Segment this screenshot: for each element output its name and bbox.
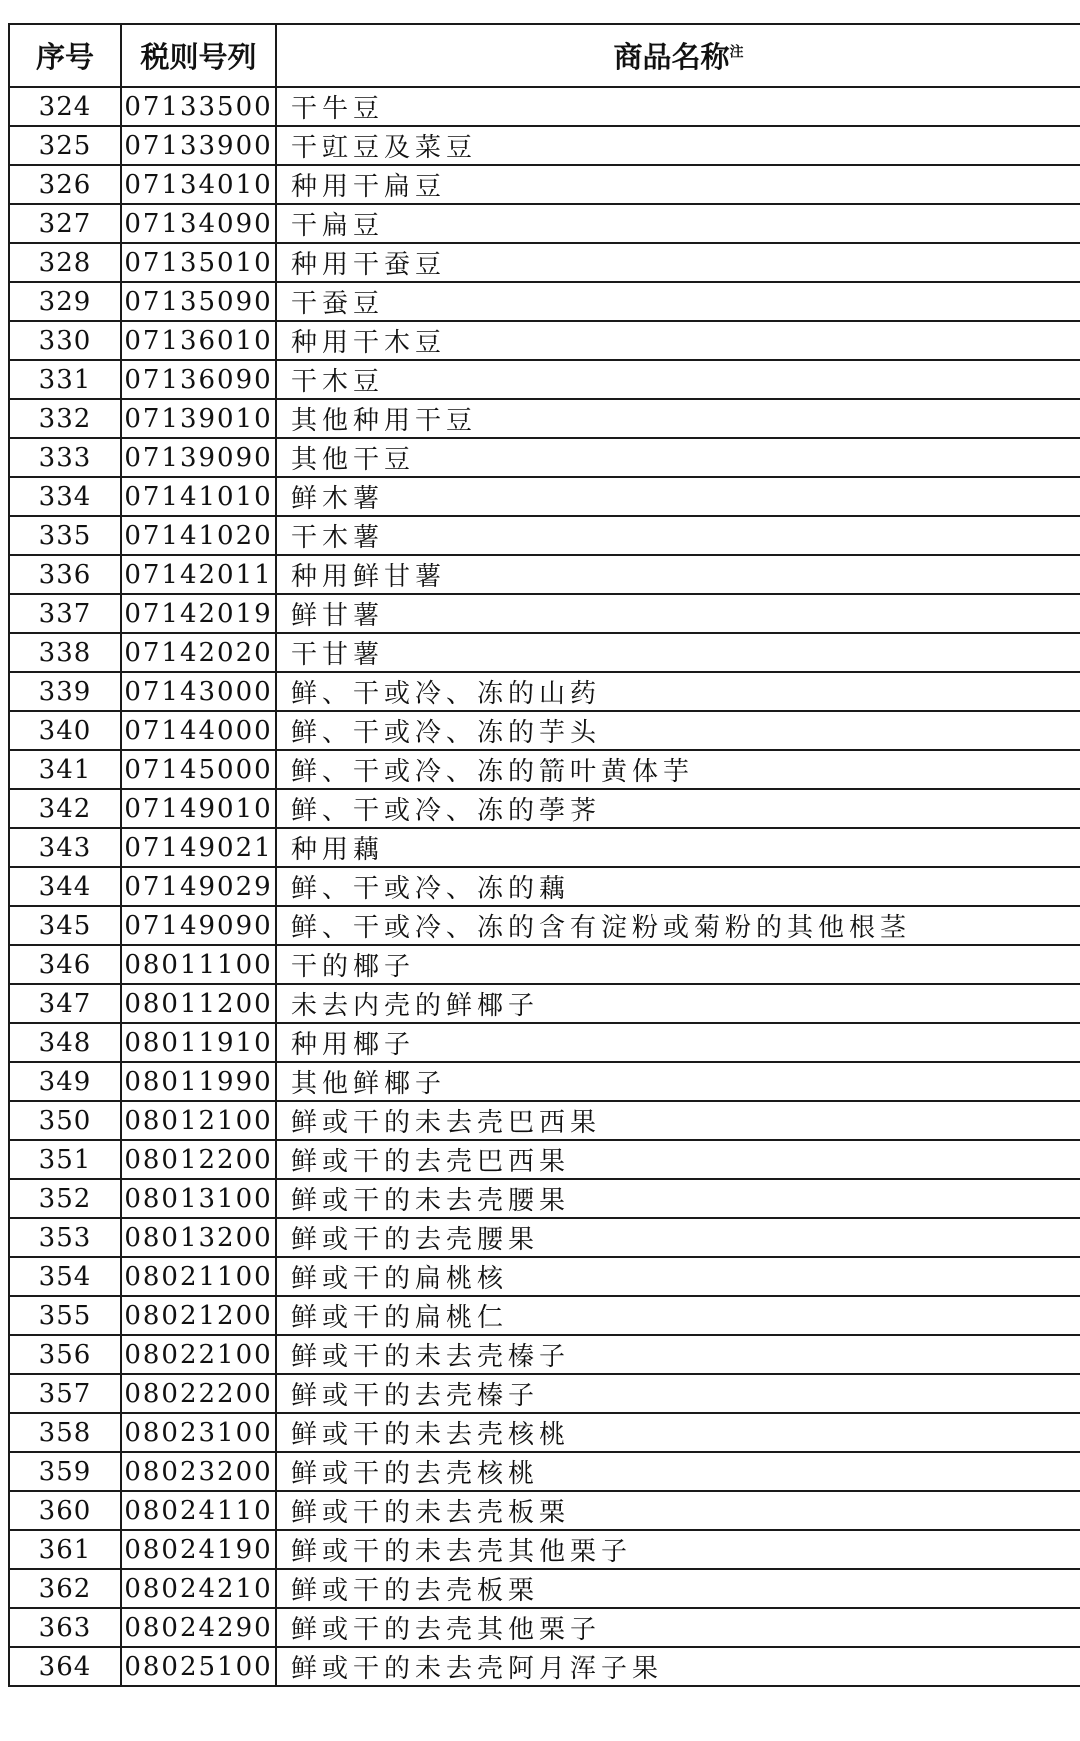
cell-name: 鲜或干的未去壳其他栗子 bbox=[276, 1530, 1080, 1569]
table-row bbox=[9, 1023, 1080, 1062]
cell-name: 鲜、干或冷、冻的山药 bbox=[276, 672, 1080, 711]
table-row bbox=[9, 126, 1080, 165]
cell-seq: 330 bbox=[9, 321, 121, 360]
table-row bbox=[9, 1374, 1080, 1413]
table-row bbox=[9, 633, 1080, 672]
table-header bbox=[9, 24, 1080, 87]
cell-seq: 342 bbox=[9, 789, 121, 828]
cell-name: 鲜或干的去壳巴西果 bbox=[276, 1140, 1080, 1179]
cell-seq: 336 bbox=[9, 555, 121, 594]
cell-seq: 345 bbox=[9, 906, 121, 945]
cell-seq: 335 bbox=[9, 516, 121, 555]
cell-seq: 337 bbox=[9, 594, 121, 633]
cell-code: 07135090 bbox=[121, 282, 276, 321]
table-row bbox=[9, 945, 1080, 984]
cell-code: 07133500 bbox=[121, 87, 276, 126]
cell-code: 07139010 bbox=[121, 399, 276, 438]
cell-code: 07143000 bbox=[121, 672, 276, 711]
cell-name: 种用鲜甘薯 bbox=[276, 555, 1080, 594]
table-row bbox=[9, 1140, 1080, 1179]
table-row bbox=[9, 1530, 1080, 1569]
cell-code: 08013200 bbox=[121, 1218, 276, 1257]
cell-code: 07135010 bbox=[121, 243, 276, 282]
cell-code: 08011990 bbox=[121, 1062, 276, 1101]
header-name bbox=[276, 24, 1080, 87]
cell-name: 鲜或干的未去壳板栗 bbox=[276, 1491, 1080, 1530]
cell-name: 种用藕 bbox=[276, 828, 1080, 867]
table-row bbox=[9, 282, 1080, 321]
table-row bbox=[9, 399, 1080, 438]
cell-name: 种用干蚕豆 bbox=[276, 243, 1080, 282]
table-row bbox=[9, 594, 1080, 633]
cell-name: 其他种用干豆 bbox=[276, 399, 1080, 438]
table-row bbox=[9, 1413, 1080, 1452]
cell-name: 鲜木薯 bbox=[276, 477, 1080, 516]
table-row bbox=[9, 1179, 1080, 1218]
cell-seq: 352 bbox=[9, 1179, 121, 1218]
table-row bbox=[9, 555, 1080, 594]
cell-name: 干豇豆及菜豆 bbox=[276, 126, 1080, 165]
table-row bbox=[9, 1335, 1080, 1374]
table-row bbox=[9, 672, 1080, 711]
cell-name: 鲜或干的去壳腰果 bbox=[276, 1218, 1080, 1257]
cell-seq: 325 bbox=[9, 126, 121, 165]
table-row bbox=[9, 321, 1080, 360]
table-row bbox=[9, 789, 1080, 828]
table-row bbox=[9, 243, 1080, 282]
cell-name: 鲜或干的未去壳榛子 bbox=[276, 1335, 1080, 1374]
cell-seq: 349 bbox=[9, 1062, 121, 1101]
cell-code: 08024210 bbox=[121, 1569, 276, 1608]
cell-seq: 344 bbox=[9, 867, 121, 906]
cell-seq: 346 bbox=[9, 945, 121, 984]
cell-seq: 327 bbox=[9, 204, 121, 243]
cell-name: 种用椰子 bbox=[276, 1023, 1080, 1062]
cell-name: 鲜或干的去壳榛子 bbox=[276, 1374, 1080, 1413]
cell-name: 干牛豆 bbox=[276, 87, 1080, 126]
cell-name: 鲜或干的扁桃仁 bbox=[276, 1296, 1080, 1335]
cell-seq: 348 bbox=[9, 1023, 121, 1062]
cell-seq: 329 bbox=[9, 282, 121, 321]
cell-code: 07136090 bbox=[121, 360, 276, 399]
cell-name: 鲜或干的去壳板栗 bbox=[276, 1569, 1080, 1608]
table-row bbox=[9, 1647, 1080, 1686]
cell-code: 07134010 bbox=[121, 165, 276, 204]
cell-code: 07144000 bbox=[121, 711, 276, 750]
cell-code: 08011910 bbox=[121, 1023, 276, 1062]
cell-code: 08025100 bbox=[121, 1647, 276, 1686]
table-row bbox=[9, 516, 1080, 555]
header-name-label: 商品名称 bbox=[613, 40, 730, 74]
table-row bbox=[9, 711, 1080, 750]
cell-code: 07139090 bbox=[121, 438, 276, 477]
cell-name: 鲜或干的未去壳巴西果 bbox=[276, 1101, 1080, 1140]
header-code: 税则号列 bbox=[121, 24, 276, 87]
cell-code: 07134090 bbox=[121, 204, 276, 243]
table-row bbox=[9, 360, 1080, 399]
table-row bbox=[9, 204, 1080, 243]
cell-name: 干木薯 bbox=[276, 516, 1080, 555]
cell-code: 07133900 bbox=[121, 126, 276, 165]
table-row bbox=[9, 984, 1080, 1023]
cell-code: 08024190 bbox=[121, 1530, 276, 1569]
cell-name: 鲜或干的未去壳核桃 bbox=[276, 1413, 1080, 1452]
cell-seq: 358 bbox=[9, 1413, 121, 1452]
cell-code: 07149021 bbox=[121, 828, 276, 867]
cell-code: 08021200 bbox=[121, 1296, 276, 1335]
cell-name: 鲜、干或冷、冻的芋头 bbox=[276, 711, 1080, 750]
table-body bbox=[9, 87, 1080, 1686]
cell-name: 种用干扁豆 bbox=[276, 165, 1080, 204]
cell-code: 07141020 bbox=[121, 516, 276, 555]
table-row bbox=[9, 165, 1080, 204]
table-row bbox=[9, 477, 1080, 516]
cell-code: 08021100 bbox=[121, 1257, 276, 1296]
cell-name: 干扁豆 bbox=[276, 204, 1080, 243]
cell-name: 其他鲜椰子 bbox=[276, 1062, 1080, 1101]
table-row bbox=[9, 1491, 1080, 1530]
cell-name: 干甘薯 bbox=[276, 633, 1080, 672]
table-row bbox=[9, 87, 1080, 126]
cell-seq: 361 bbox=[9, 1530, 121, 1569]
cell-name: 未去内壳的鲜椰子 bbox=[276, 984, 1080, 1023]
cell-name: 种用干木豆 bbox=[276, 321, 1080, 360]
cell-seq: 355 bbox=[9, 1296, 121, 1335]
cell-seq: 328 bbox=[9, 243, 121, 282]
cell-name: 鲜或干的未去壳腰果 bbox=[276, 1179, 1080, 1218]
cell-seq: 341 bbox=[9, 750, 121, 789]
cell-seq: 324 bbox=[9, 87, 121, 126]
header-name-note: 注 bbox=[729, 44, 744, 61]
cell-seq: 363 bbox=[9, 1608, 121, 1647]
cell-code: 07149029 bbox=[121, 867, 276, 906]
table-row bbox=[9, 906, 1080, 945]
cell-seq: 362 bbox=[9, 1569, 121, 1608]
cell-seq: 357 bbox=[9, 1374, 121, 1413]
cell-code: 08023100 bbox=[121, 1413, 276, 1452]
cell-seq: 353 bbox=[9, 1218, 121, 1257]
cell-seq: 359 bbox=[9, 1452, 121, 1491]
cell-seq: 343 bbox=[9, 828, 121, 867]
cell-code: 07142019 bbox=[121, 594, 276, 633]
table-row bbox=[9, 438, 1080, 477]
table-row bbox=[9, 1101, 1080, 1140]
cell-name: 鲜、干或冷、冻的含有淀粉或菊粉的其他根茎 bbox=[276, 906, 1080, 945]
cell-seq: 338 bbox=[9, 633, 121, 672]
table-row bbox=[9, 1452, 1080, 1491]
cell-seq: 354 bbox=[9, 1257, 121, 1296]
table-row bbox=[9, 1608, 1080, 1647]
table-row bbox=[9, 1569, 1080, 1608]
cell-seq: 333 bbox=[9, 438, 121, 477]
cell-name: 其他干豆 bbox=[276, 438, 1080, 477]
header-row bbox=[9, 24, 1080, 87]
cell-code: 07136010 bbox=[121, 321, 276, 360]
cell-seq: 339 bbox=[9, 672, 121, 711]
cell-name: 鲜、干或冷、冻的箭叶黄体芋 bbox=[276, 750, 1080, 789]
cell-name: 鲜、干或冷、冻的荸荠 bbox=[276, 789, 1080, 828]
cell-seq: 347 bbox=[9, 984, 121, 1023]
cell-name: 鲜或干的扁桃核 bbox=[276, 1257, 1080, 1296]
cell-seq: 340 bbox=[9, 711, 121, 750]
cell-seq: 351 bbox=[9, 1140, 121, 1179]
cell-code: 08024290 bbox=[121, 1608, 276, 1647]
cell-code: 08011200 bbox=[121, 984, 276, 1023]
cell-name: 干的椰子 bbox=[276, 945, 1080, 984]
cell-name: 鲜或干的未去壳阿月浑子果 bbox=[276, 1647, 1080, 1686]
table-row bbox=[9, 867, 1080, 906]
cell-seq: 360 bbox=[9, 1491, 121, 1530]
cell-name: 鲜、干或冷、冻的藕 bbox=[276, 867, 1080, 906]
cell-seq: 350 bbox=[9, 1101, 121, 1140]
cell-name: 干蚕豆 bbox=[276, 282, 1080, 321]
table-row bbox=[9, 750, 1080, 789]
table-row bbox=[9, 1218, 1080, 1257]
cell-seq: 334 bbox=[9, 477, 121, 516]
cell-seq: 356 bbox=[9, 1335, 121, 1374]
cell-code: 08022200 bbox=[121, 1374, 276, 1413]
cell-seq: 331 bbox=[9, 360, 121, 399]
cell-seq: 332 bbox=[9, 399, 121, 438]
cell-name: 鲜或干的去壳核桃 bbox=[276, 1452, 1080, 1491]
table-row bbox=[9, 1257, 1080, 1296]
cell-name: 鲜甘薯 bbox=[276, 594, 1080, 633]
cell-code: 07149010 bbox=[121, 789, 276, 828]
cell-code: 08011100 bbox=[121, 945, 276, 984]
tariff-table bbox=[8, 23, 1080, 1687]
cell-code: 07141010 bbox=[121, 477, 276, 516]
cell-code: 08024110 bbox=[121, 1491, 276, 1530]
cell-code: 08013100 bbox=[121, 1179, 276, 1218]
table-row bbox=[9, 1296, 1080, 1335]
cell-seq: 364 bbox=[9, 1647, 121, 1686]
cell-code: 07142020 bbox=[121, 633, 276, 672]
cell-code: 08022100 bbox=[121, 1335, 276, 1374]
cell-code: 08012200 bbox=[121, 1140, 276, 1179]
cell-code: 07142011 bbox=[121, 555, 276, 594]
cell-code: 08023200 bbox=[121, 1452, 276, 1491]
cell-seq: 326 bbox=[9, 165, 121, 204]
cell-code: 08012100 bbox=[121, 1101, 276, 1140]
table-row bbox=[9, 828, 1080, 867]
cell-name: 干木豆 bbox=[276, 360, 1080, 399]
cell-code: 07145000 bbox=[121, 750, 276, 789]
cell-name: 鲜或干的去壳其他栗子 bbox=[276, 1608, 1080, 1647]
header-seq: 序号 bbox=[9, 24, 121, 87]
cell-code: 07149090 bbox=[121, 906, 276, 945]
table-row bbox=[9, 1062, 1080, 1101]
